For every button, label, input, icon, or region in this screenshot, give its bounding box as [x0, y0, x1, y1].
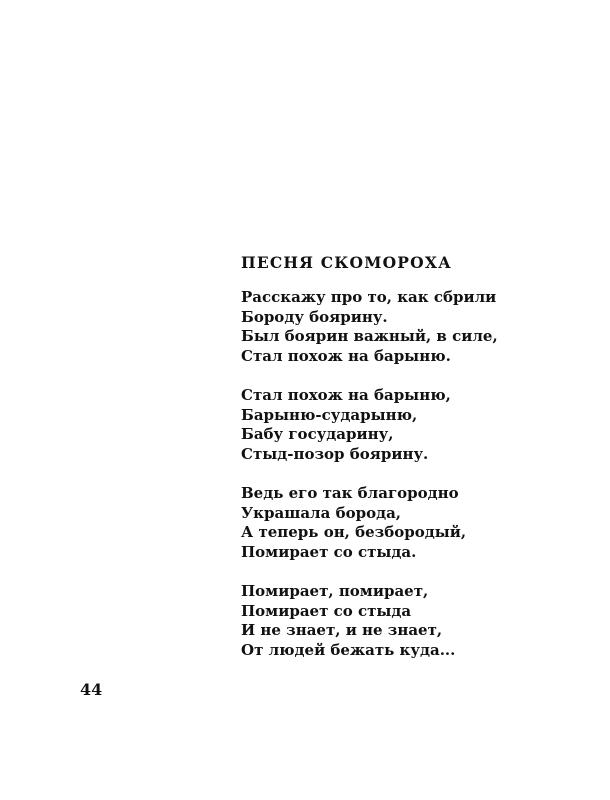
poem-line: И не знает, и не знает, [241, 621, 443, 639]
poem-line: Ведь его так благородно [241, 484, 459, 502]
page-number: 44 [80, 680, 103, 699]
poem-line: Барыню-сударыню, [241, 405, 418, 424]
poem-line: От людей бежать куда... [241, 640, 456, 659]
poem-line: Стал похож на барыню. [241, 346, 451, 365]
poem-line: Украшала борода, [241, 503, 402, 522]
poem-line: Помирает со стыда [241, 601, 412, 620]
poem-line: Бороду боярину. [241, 307, 388, 326]
poem-title: ПЕСНЯ СКОМОРОХА [241, 253, 452, 272]
stanza-4 [241, 582, 561, 660]
poem-line: Расскажу про то, как сбрили [241, 288, 497, 306]
poem-line: Был боярин важный, в силе, [241, 327, 498, 345]
poem-line: Помирает со стыда. [241, 542, 417, 561]
poem-line: Стыд-позор боярину. [241, 444, 429, 463]
poem-line: А теперь он, безбородый, [241, 523, 467, 541]
poem-line: Помирает, помирает, [241, 582, 429, 600]
stanza-2 [241, 386, 561, 464]
stanza-3 [241, 484, 561, 562]
stanza-1 [241, 288, 561, 366]
poem-line: Стал похож на барыню, [241, 386, 451, 404]
poem-line: Бабу государину, [241, 425, 394, 443]
poem [241, 253, 561, 680]
